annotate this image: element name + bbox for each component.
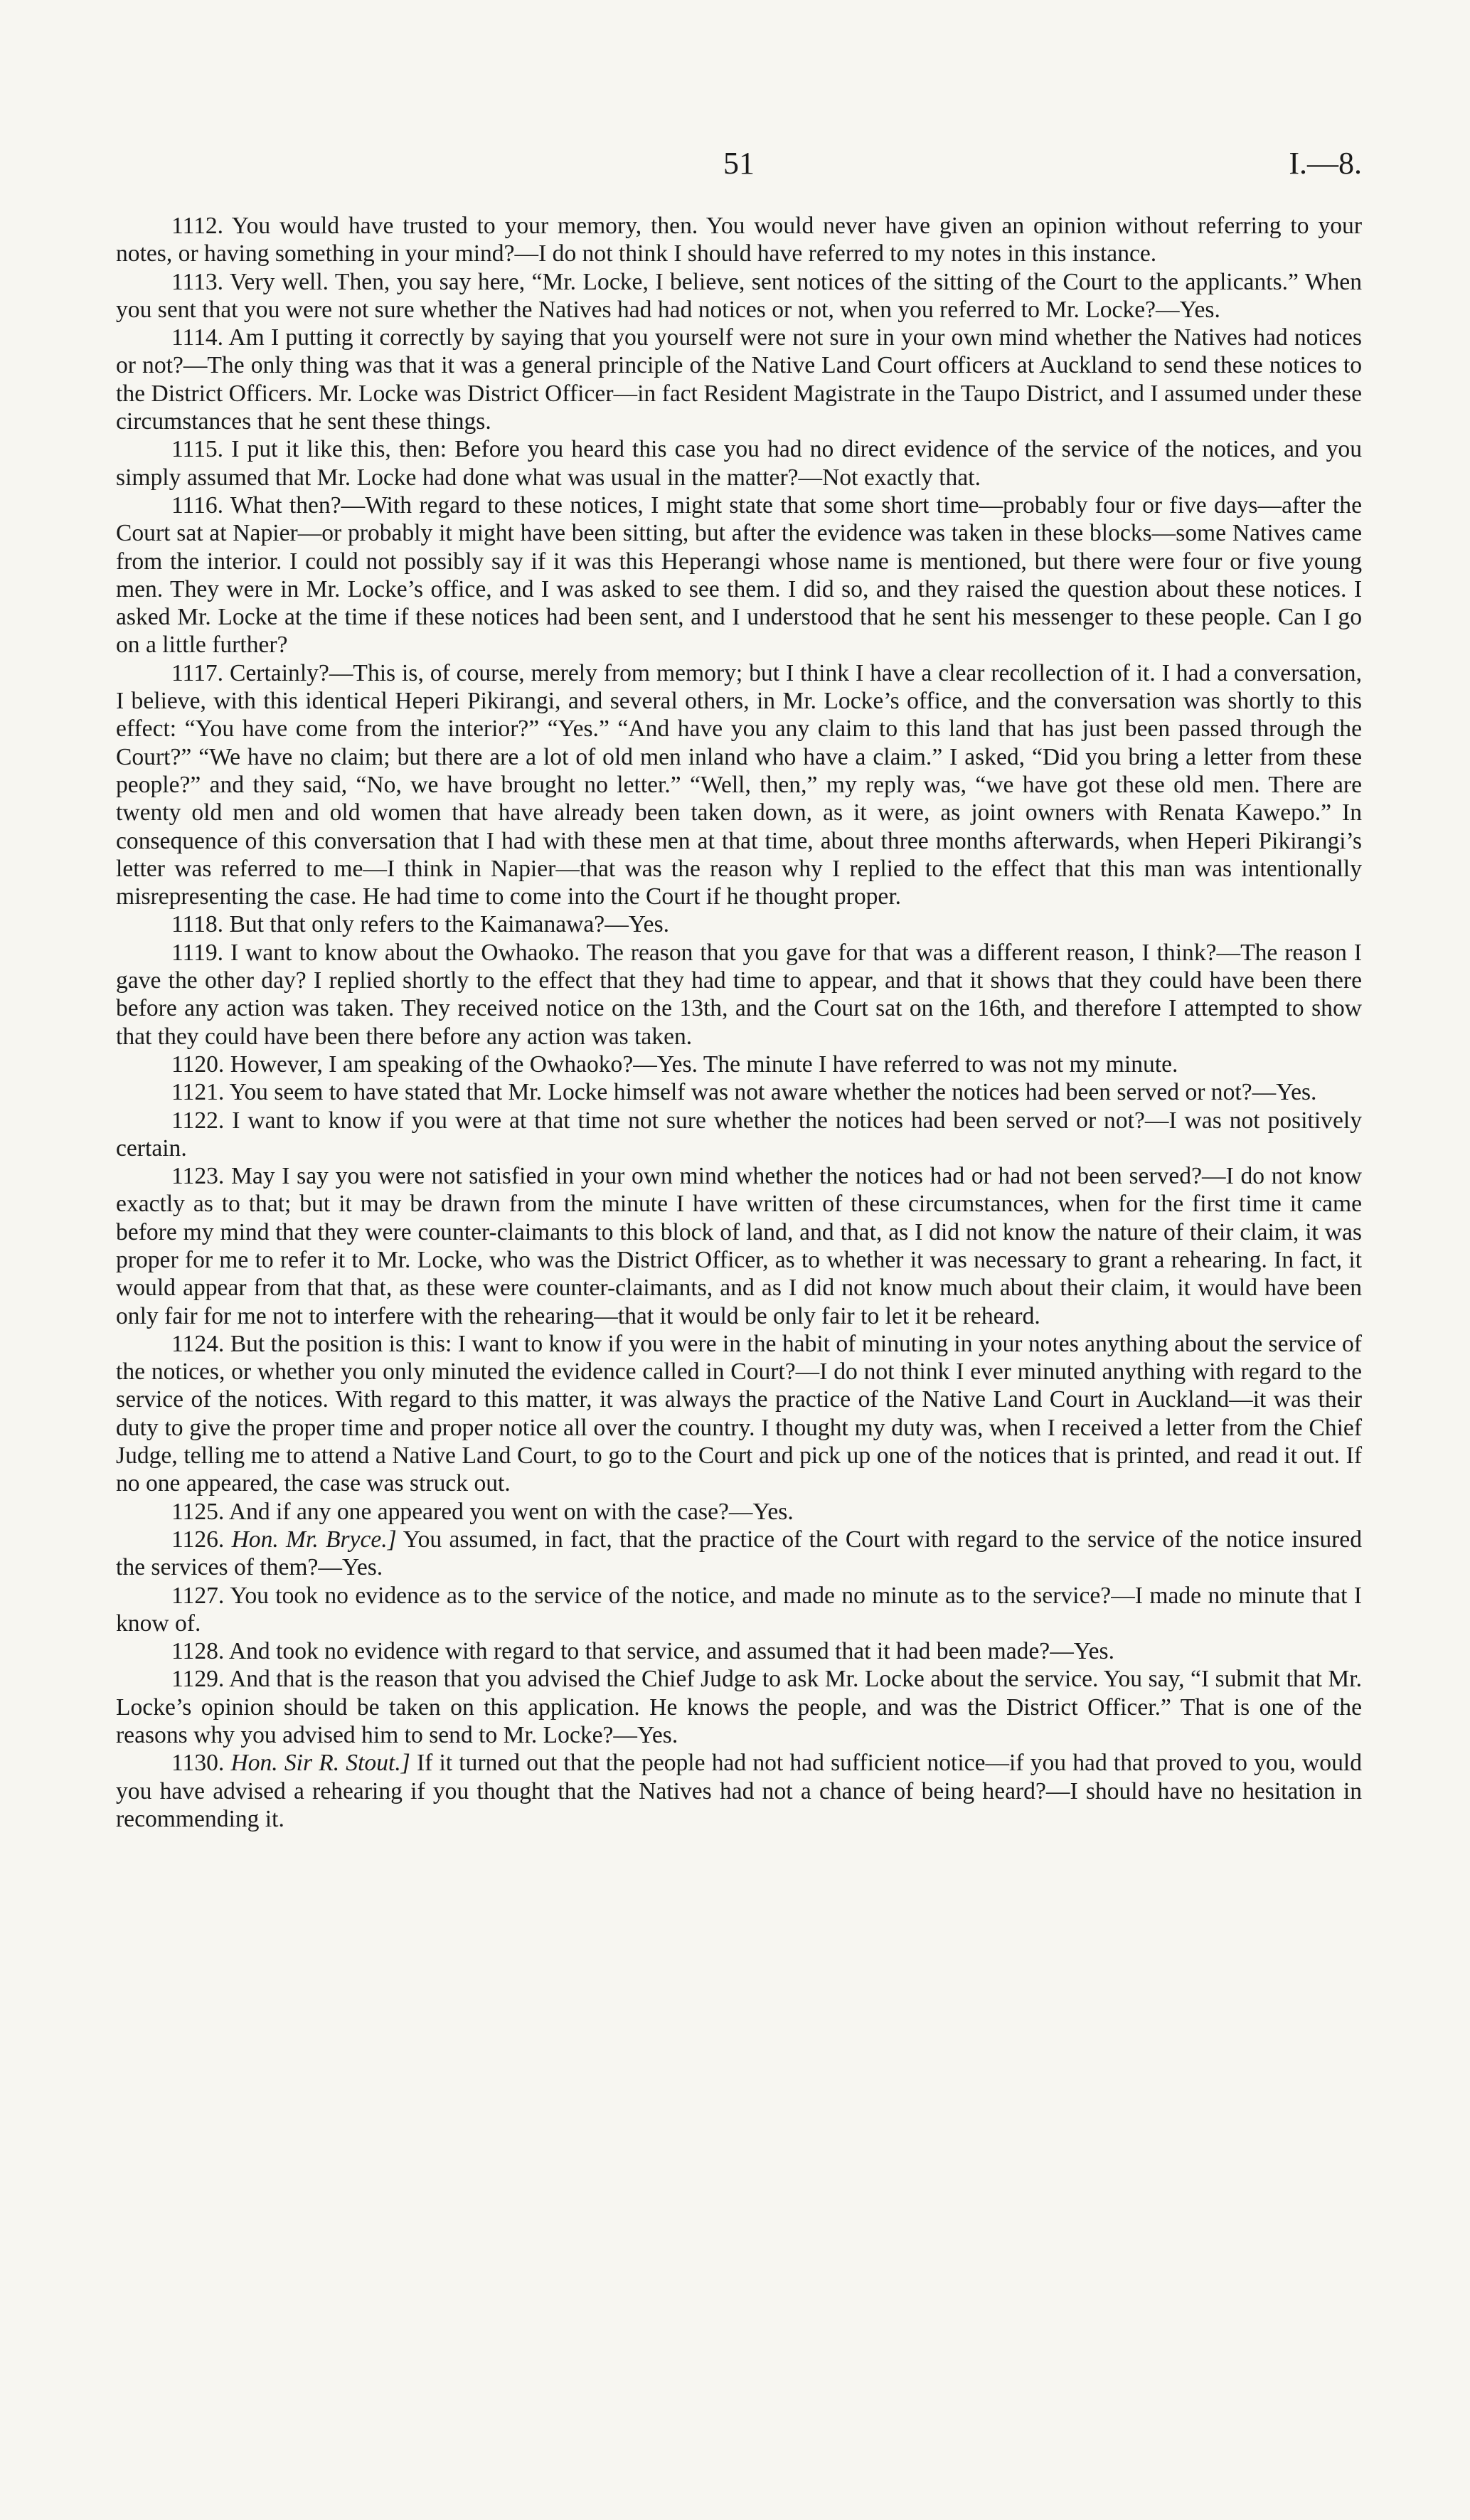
question-number: 1128. <box>171 1638 225 1665</box>
question-number: 1117. <box>171 659 224 686</box>
question-1116 <box>116 491 1362 659</box>
question-number: 1130. <box>171 1750 225 1777</box>
question-1125 <box>116 1498 1362 1526</box>
question-text: I want to know about the Owhaoko. The reason that you gave for that was a different reason, I think?—The reason I gave the other day? I replied shortly to the effect that they had time to appear, and that it shows that they could have been there before any action was taken. They received notice on the 13th, and the Court sat on the 16th, and therefore I attempted to show that they could have been there before any action was taken. <box>116 939 1362 1050</box>
transcript-body <box>116 212 1362 1833</box>
question-number: 1112. <box>171 213 224 239</box>
question-1130 <box>116 1749 1362 1833</box>
question-text: But the position is this: I want to know if you were in the habit of minuting in your notes anything about the service of the notices, or whether you only minuted the evidence called in Court?—I do not think I ever minuted anything with regard to the service of the notices. With regard to this matter, it was always the practice of the Native Land Court in Auckland—it was their duty to give the proper time and proper notice all over the country. I thought my duty was, when I received a letter from the Chief Judge, telling me to attend a Native Land Court, to go to the Court and pick up one of the notices that is printed, and read it out. If no one appeared, the case was struck out. <box>116 1330 1362 1497</box>
question-1126 <box>116 1526 1362 1582</box>
question-text: May I say you were not satisfied in your own mind whether the notices had or had not been served?—I do not know exactly as to that; but it may be drawn from the minute I have written of these circumstances, when for the first time it came before my mind that they were counter-claimants to this block of land, and that, as I did not know the nature of their claim, it was proper for me to refer it to Mr. Locke, who was the District Officer, as to whether it was necessary to grant a rehearing. In fact, it would appear from that that, as these were counter-claimants, and as I did not know much about their claim, it would have been only fair for me not to interfere with the rehearing—that it would be only fair to let it be reheard. <box>116 1163 1362 1329</box>
question-number: 1123. <box>171 1163 225 1190</box>
question-number: 1115. <box>171 436 224 463</box>
question-number: 1122. <box>171 1107 225 1134</box>
question-1118 <box>116 910 1362 938</box>
question-number: 1126. <box>171 1526 225 1553</box>
question-number: 1116. <box>171 491 224 519</box>
question-1124 <box>116 1330 1362 1498</box>
question-1114 <box>116 324 1362 435</box>
question-1112 <box>116 212 1362 268</box>
question-text: If it turned out that the people had not had sufficient notice—if you had that proved to you, would you have advised a rehearing if you thought that the Natives had not a chance of being heard?—I should have no hesitation in recommending it. <box>116 1750 1362 1832</box>
question-text: Certainly?—This is, of course, merely from memory; but I think I have a clear recollection of it. I had a conversation, I believe, with this identical Heperi Pikirangi, and several others, in Mr. Locke’s office, and the conversation was shortly to this effect: “You have come from the interior?” “Yes.” “And have you any claim to this land that has just been passed through the Court?” “We have no claim; but there are a lot of old men inland who have a claim.” I asked, “Did you bring a letter from these people?” and they said, “No, we have brought no letter.” “Well, then,” my reply was, “we have got these old men. There are twenty old men and old women that have already been taken down, as it were, as joint owners with Renata Kawepo.” In consequence of this conversation that I had with these men at that time, about three months afterwards, when Heperi Pikirangi’s letter was referred to me—I think in Napier—that was the reason why I replied to the effect that this man was intentionally misrepresenting the case. He had time to come into the Court if he thought proper. <box>116 659 1362 910</box>
question-text: You assumed, in fact, that the practice of the Court with regard to the service of the notice insured the services of them?—Yes. <box>116 1526 1362 1581</box>
question-number: 1119. <box>171 939 224 966</box>
question-1117 <box>116 659 1362 911</box>
question-text: And that is the reason that you advised the Chief Judge to ask Mr. Locke about the service. You say, “I submit that Mr. Locke’s opinion should be taken on this application. He knows the people, and was the District Officer.” That is one of the reasons why you advised him to send to Mr. Locke?—Yes. <box>116 1666 1362 1749</box>
question-1120 <box>116 1051 1362 1078</box>
question-number: 1125. <box>171 1498 225 1525</box>
question-text: But that only refers to the Kaimanawa?—Yes. <box>229 911 670 938</box>
question-text: And if any one appeared you went on with the case?—Yes. <box>228 1498 794 1525</box>
question-1121 <box>116 1078 1362 1106</box>
question-number: 1114. <box>171 324 224 351</box>
question-1119 <box>116 939 1362 1051</box>
question-text: I want to know if you were at that time not sure whether the notices had been served or not?—I was not positively certain. <box>116 1107 1362 1161</box>
document-reference: I.—8. <box>1289 146 1362 181</box>
question-1127 <box>116 1582 1362 1638</box>
question-1128 <box>116 1637 1362 1665</box>
question-number: 1120. <box>171 1051 225 1078</box>
question-text: You took no evidence as to the service of the notice, and made no minute as to the service?—I made no minute that I know of. <box>116 1582 1362 1637</box>
speaker-label: Hon. Mr. Bryce.] <box>231 1526 397 1553</box>
question-text: Am I putting it correctly by saying that you yourself were not sure in your own mind whether the Natives had notices or not?—The only thing was that it was a general principle of the Native Land Court officers at Auckland to send these notices to the District Officers. Mr. Locke was District Officer—in fact Resident Magistrate in the Taupo District, and I assumed under these circumstances that he sent these things. <box>116 324 1362 435</box>
question-text: What then?—With regard to these notices, I might state that some short time—probably four or five days—after the Court sat at Napier—or probably it might have been sitting, but after the evidence was taken in these blocks—some Natives came from the interior. I could not possibly say if it was this Heperangi whose name is mentioned, but there were four or five young men. They were in Mr. Locke’s office, and I was asked to see them. I did so, and they raised the question about these notices. I asked Mr. Locke at the time if these notices had been sent, and I understood that he sent his messenger to these people. Can I go on a little further? <box>116 491 1362 659</box>
question-text: However, I am speaking of the Owhaoko?—Yes. The minute I have referred to was not my minute. <box>230 1051 1178 1078</box>
question-number: 1127. <box>171 1582 225 1609</box>
question-1122 <box>116 1107 1362 1163</box>
question-number: 1124. <box>171 1330 225 1357</box>
question-number: 1129. <box>171 1666 225 1693</box>
question-number: 1113. <box>171 268 224 295</box>
question-1123 <box>116 1162 1362 1330</box>
question-text: I put it like this, then: Before you heard this case you had no direct evidence of the service of the notices, and you simply assumed that Mr. Locke had done what was usual in the matter?—Not exactly that. <box>116 436 1362 491</box>
page-number: 51 <box>723 146 755 181</box>
question-1113 <box>116 268 1362 324</box>
question-number: 1118. <box>171 911 224 938</box>
page-header <box>116 142 1362 185</box>
question-text: And took no evidence with regard to that service, and assumed that it had been made?—Yes. <box>228 1638 1115 1665</box>
question-1129 <box>116 1665 1362 1749</box>
question-text: Very well. Then, you say here, “Mr. Locke, I believe, sent notices of the sitting of the Court to the applicants.” When you sent that you were not sure whether the Natives had had notices or not, when you referred to Mr. Locke?—Yes. <box>116 268 1362 323</box>
question-text: You seem to have stated that Mr. Locke himself was not aware whether the notices had been served or not?—Yes. <box>229 1079 1317 1106</box>
question-text: You would have trusted to your memory, then. You would never have given an opinion without referring to your notes, or having something in your mind?—I do not think I should have referred to my notes in this instance. <box>116 213 1362 267</box>
question-1115 <box>116 435 1362 491</box>
speaker-label: Hon. Sir R. Stout.] <box>230 1750 410 1777</box>
question-number: 1121. <box>171 1079 225 1106</box>
